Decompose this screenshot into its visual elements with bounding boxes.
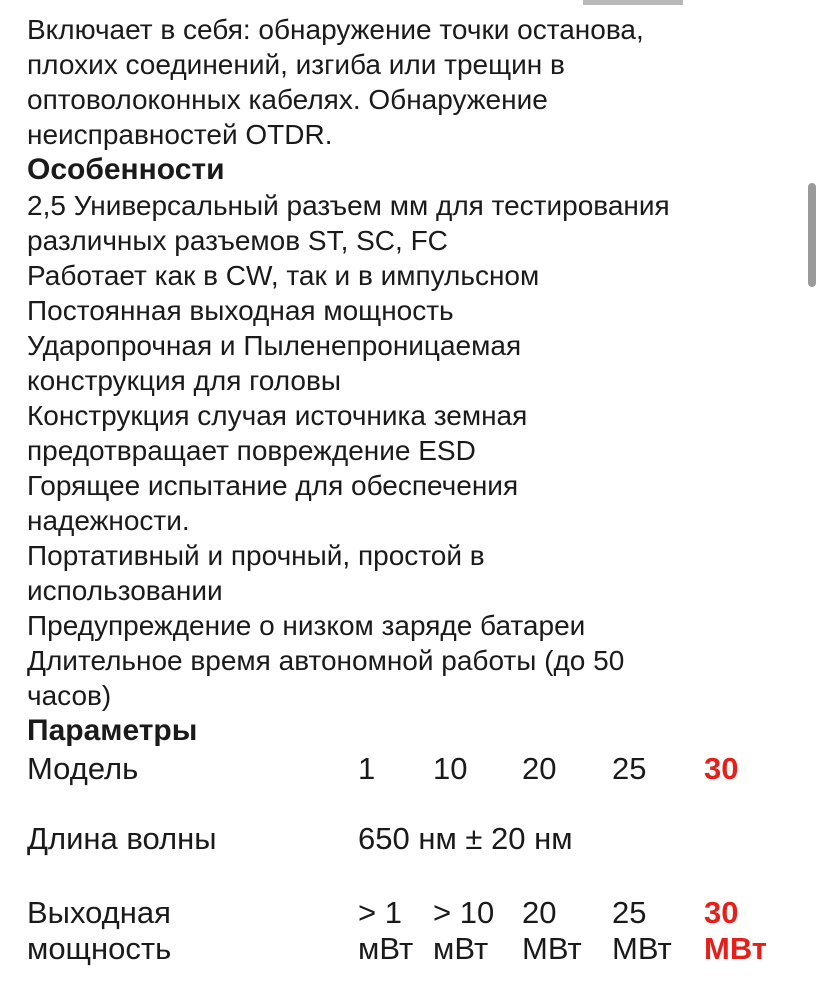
- power-value: 20: [522, 895, 557, 930]
- feature-line: 2,5 Универсальный разъем мм для тестирования: [27, 190, 670, 221]
- power-label-line1: Выходная: [27, 895, 171, 930]
- power-unit: мВт: [433, 931, 489, 966]
- intro-line: неисправностей OTDR.: [27, 119, 333, 150]
- model-value: 10: [433, 751, 468, 786]
- scrollbar[interactable]: [808, 183, 816, 287]
- power-label-line2: мощность: [27, 931, 172, 966]
- power-unit-highlight: МВт: [704, 931, 767, 966]
- wavelength-label: Длина волны: [27, 821, 217, 856]
- power-value-highlight: 30: [704, 895, 739, 930]
- model-value: 25: [612, 751, 647, 786]
- feature-line: конструкция для головы: [27, 365, 341, 396]
- power-unit: МВт: [522, 931, 582, 966]
- intro-line: Включает в себя: обнаружение точки останова,: [27, 14, 644, 45]
- feature-line: использовании: [27, 575, 223, 606]
- feature-line: предотвращает повреждение ESD: [27, 435, 476, 466]
- feature-line: Портативный и прочный, простой в: [27, 540, 485, 571]
- feature-line: Предупреждение о низком заряде батареи: [27, 610, 586, 641]
- feature-line: Горящее испытание для обеспечения: [27, 470, 519, 501]
- power-value: 25: [612, 895, 647, 930]
- feature-line: Работает как в CW, так и в импульсном: [27, 260, 540, 291]
- features-heading: Особенности: [27, 153, 225, 186]
- intro-line: плохих соединений, изгиба или трещин в: [27, 49, 565, 80]
- feature-line: надежности.: [27, 505, 190, 536]
- feature-line: Длительное время автономной работы (до 50: [27, 645, 625, 676]
- feature-line: часов): [27, 680, 112, 711]
- power-value: > 10: [433, 895, 495, 930]
- top-divider: [583, 0, 683, 5]
- model-value: 1: [358, 751, 376, 786]
- power-value: > 1: [358, 895, 402, 930]
- power-unit: мВт: [358, 931, 414, 966]
- model-value-highlight: 30: [704, 751, 739, 786]
- feature-line: Конструкция случая источника земная: [27, 400, 528, 431]
- intro-line: оптоволоконных кабелях. Обнаружение: [27, 84, 548, 115]
- wavelength-value: 650 нм ± 20 нм: [358, 821, 573, 856]
- document-body: [27, 12, 797, 749]
- feature-line: различных разъемов ST, SC, FC: [27, 225, 448, 256]
- model-label: Модель: [27, 751, 139, 786]
- params-heading: Параметры: [27, 714, 198, 747]
- feature-line: Ударопрочная и Пыленепроницаемая: [27, 330, 522, 361]
- power-unit: МВт: [612, 931, 672, 966]
- model-value: 20: [522, 751, 557, 786]
- feature-line: Постоянная выходная мощность: [27, 295, 454, 326]
